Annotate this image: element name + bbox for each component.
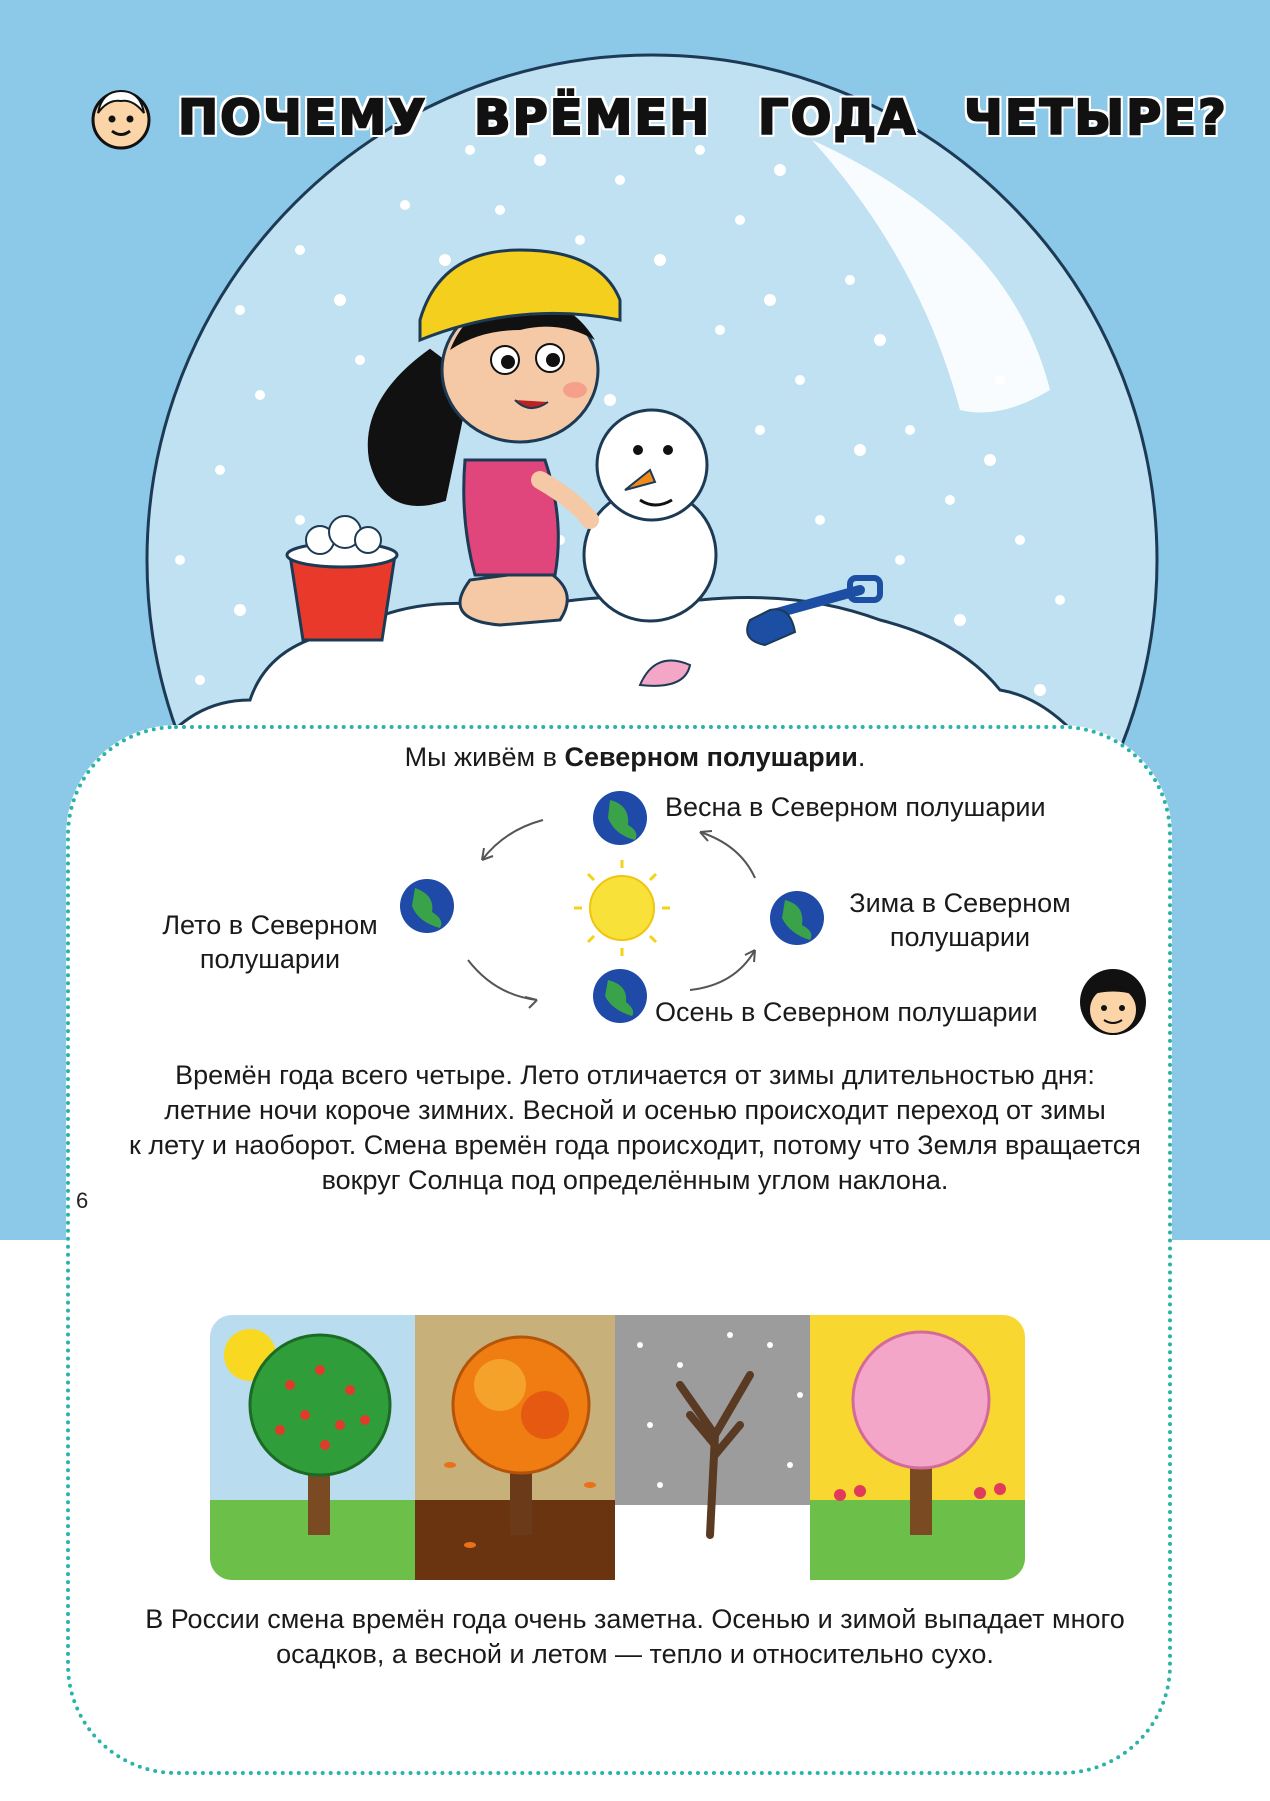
winter-label-line2: полушарии [889, 922, 1031, 952]
para2-line: В России смена времён года очень заметна. Осенью и зимой выпадает много [145, 1604, 1125, 1634]
para1-line: Времён года всего четыре. Лето отличается от зимы длительностью дня: [175, 1060, 1095, 1090]
earth-winter-icon [770, 891, 824, 945]
summer-label-line2: полушарии [199, 944, 341, 974]
earth-autumn-icon [593, 969, 647, 1023]
page-title: ПОЧЕМУ ВРЁМЕН ГОДА ЧЕТЫРЕ? [178, 90, 1228, 146]
paragraph-seasons [100, 1058, 1170, 1198]
spring-label: Весна в Северном полушарии [665, 792, 1046, 822]
para1-line: вокруг Солнца под определённым углом наклона. [321, 1165, 949, 1195]
autumn-panel [415, 1315, 625, 1580]
title-row [88, 78, 1228, 158]
winter-label-line1: Зима в Северном [849, 888, 1071, 918]
winter-label [845, 886, 1075, 954]
paragraph-russia [100, 1602, 1170, 1672]
intro-suffix: . [857, 742, 866, 772]
para2-line: осадков, а весной и летом — тепло и относительно сухо. [276, 1639, 994, 1669]
page-number: 6 [76, 1188, 89, 1213]
winter-panel [615, 1315, 820, 1580]
intro-bold: Северном полушарии [564, 742, 858, 772]
boy-face-icon [88, 85, 154, 151]
earth-spring-icon [593, 791, 647, 845]
four-seasons-illustration [210, 1315, 1025, 1580]
intro-prefix: Мы живём в [404, 742, 565, 772]
girl-face-icon [1080, 969, 1146, 1035]
summer-label [160, 908, 380, 976]
autumn-label: Осень в Северном полушарии [655, 997, 1038, 1027]
intro-text [0, 740, 1270, 774]
snowman-icon [584, 410, 716, 621]
summer-label-line1: Лето в Северном [162, 910, 378, 940]
spring-panel [810, 1315, 1025, 1580]
para1-line: летние ночи короче зимних. Весной и осенью происходит переход от зимы [164, 1095, 1106, 1125]
summer-panel [210, 1315, 425, 1580]
earth-summer-icon [400, 879, 454, 933]
para1-line: к лету и наоборот. Смена времён года происходит, потому что Земля вращается [129, 1130, 1141, 1160]
